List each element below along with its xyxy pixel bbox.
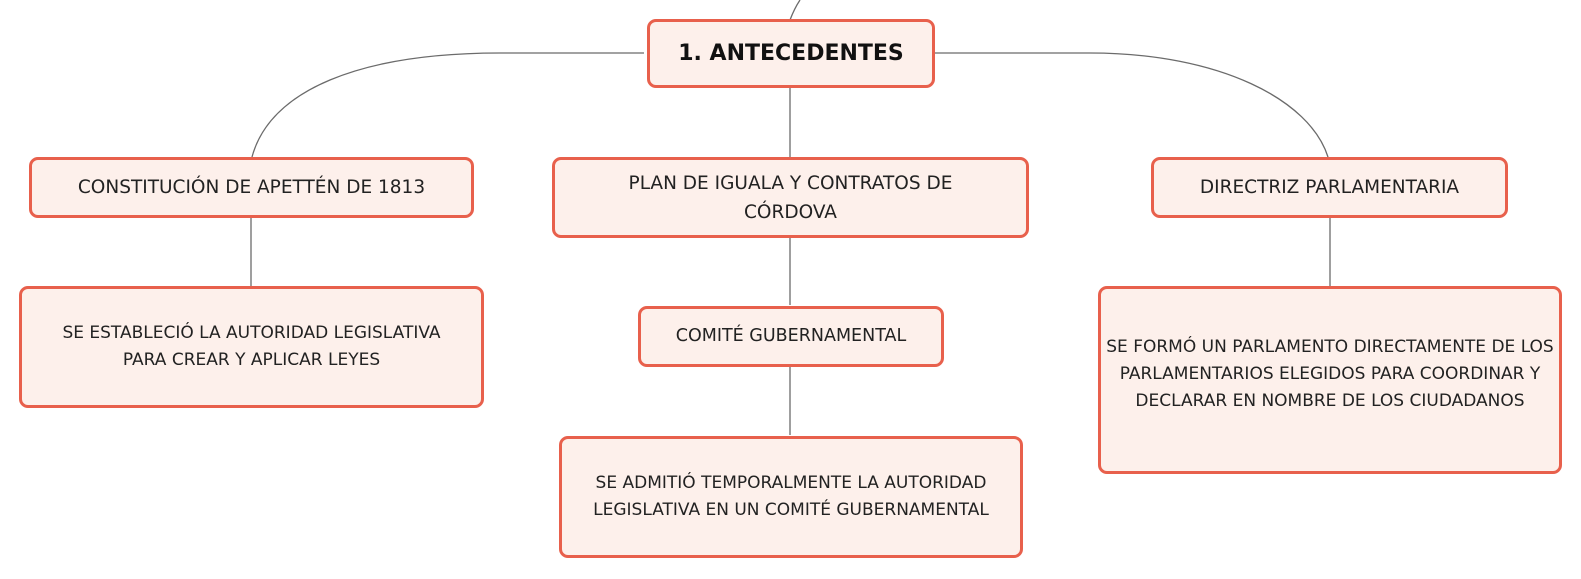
leaf-node-parlamento[interactable]: [1098, 286, 1562, 474]
branch-node-label: CONSTITUCIÓN DE APETTÉN DE 1813: [77, 177, 426, 198]
leaf-node-label: SE ESTABLECIÓ LA AUTORIDAD LEGISLATIVA PARA CREAR Y APLICAR LEYES: [62, 323, 441, 370]
branch-node-plan-iguala[interactable]: [552, 157, 1029, 238]
branch-node-directriz[interactable]: [1151, 157, 1508, 218]
connector-root-to-constitucion: [252, 53, 644, 157]
branch-node-constitucion[interactable]: [29, 157, 474, 218]
sub-node-label: COMITÉ GUBERNAMENTAL: [675, 326, 907, 346]
root-node[interactable]: [647, 19, 935, 88]
leaf-node-comite-temporal[interactable]: [559, 436, 1023, 558]
root-node-label: 1. ANTECEDENTES: [678, 41, 904, 66]
leaf-node-label: SE FORMÓ UN PARLAMENTO DIRECTAMENTE DE LOS PARLAMENTARIOS ELEGIDOS PARA COORDINAR Y DECLARAR EN NOMBRE DE LOS CIUDADANOS: [1106, 336, 1554, 411]
connector-root-to-directriz: [934, 53, 1328, 157]
branch-node-label: DIRECTRIZ PARLAMENTARIA: [1199, 177, 1460, 198]
sub-node-comite-gubernamental[interactable]: [638, 306, 944, 367]
branch-node-label: PLAN DE IGUALA Y CONTRATOS DE CÓRDOVA: [628, 172, 953, 223]
leaf-node-autoridad-legislativa[interactable]: [19, 286, 484, 408]
leaf-node-label: SE ADMITIÓ TEMPORALMENTE LA AUTORIDAD LEGISLATIVA EN UN COMITÉ GUBERNAMENTAL: [593, 473, 989, 520]
connector-from-parent: [790, 0, 800, 20]
